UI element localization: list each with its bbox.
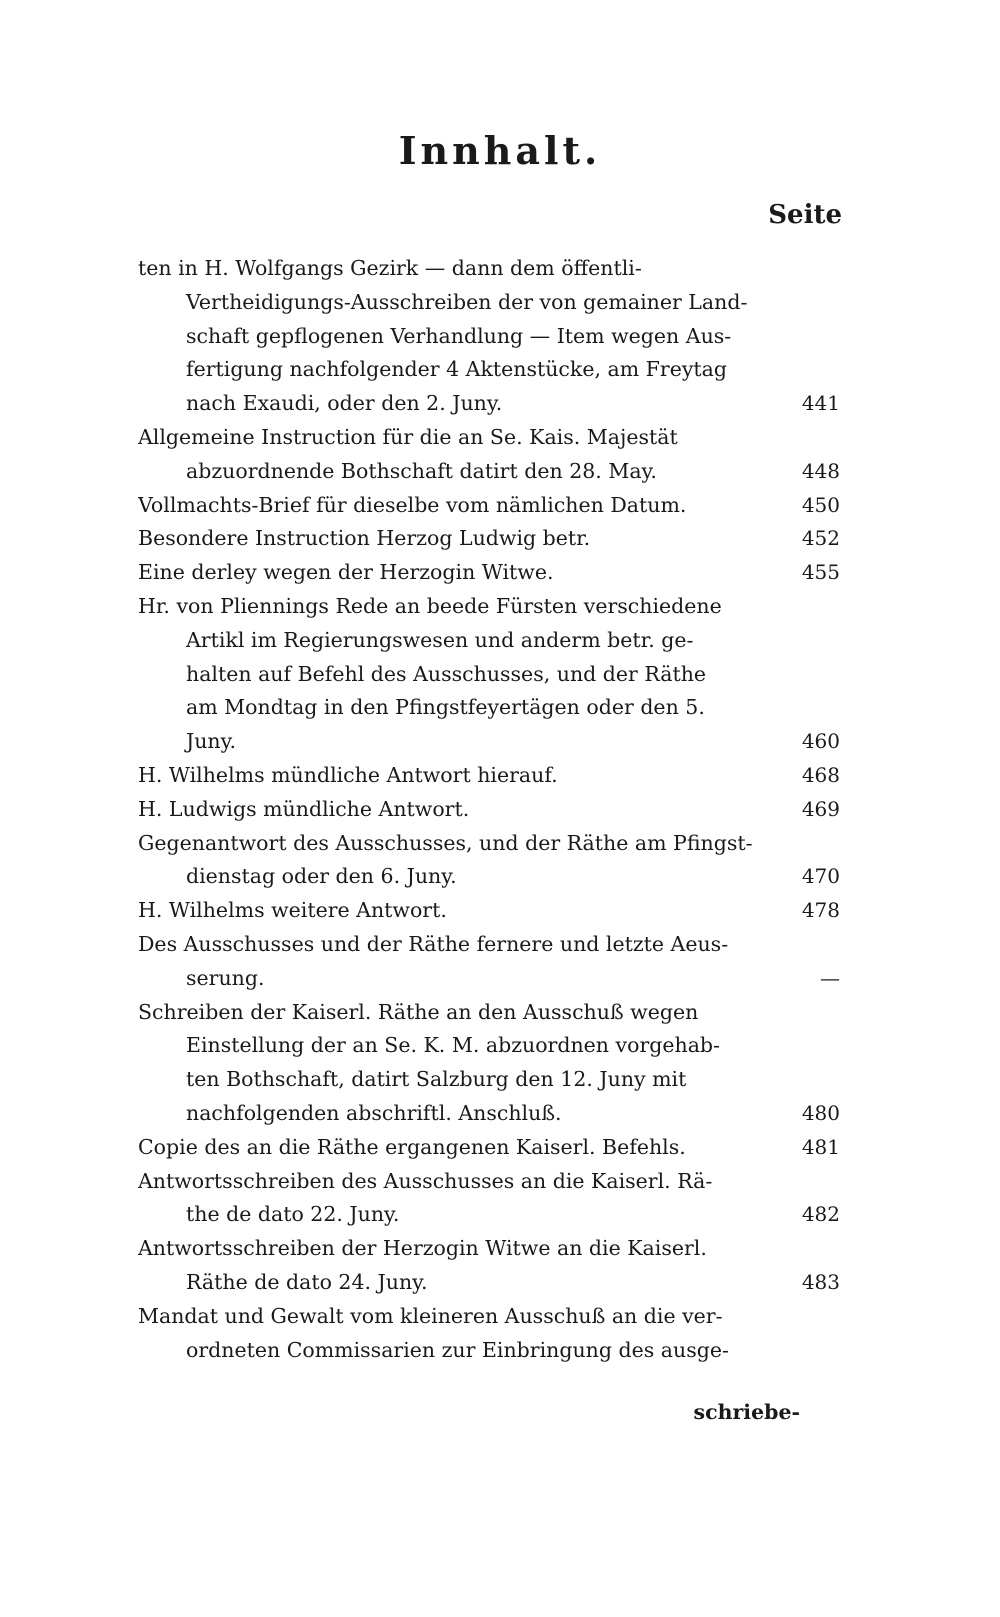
catchword: schriebe- xyxy=(693,1400,800,1424)
toc-entry-title-line: ten in H. Wolfgangs Gezirk — dann dem öffentli- xyxy=(138,256,642,280)
toc-entry xyxy=(138,928,840,996)
toc-entry-page-number: 448 xyxy=(801,458,840,483)
toc-entry xyxy=(138,827,840,895)
toc-entry-page-number: 441 xyxy=(801,391,840,416)
toc-entry-continuation-line: Räthe de dato 24. Juny. xyxy=(186,1269,428,1294)
toc-entry-title-line: Antwortsschreiben der Herzogin Witwe an die Kaiserl. xyxy=(138,1236,707,1261)
toc-entry xyxy=(138,522,840,556)
toc-entry xyxy=(138,489,840,523)
toc-entry-page-number: — xyxy=(820,965,840,990)
toc-entry-page-number: 481 xyxy=(801,1134,840,1159)
toc-entry-title-line: H. Ludwigs mündliche Antwort. xyxy=(138,796,470,821)
toc-entry xyxy=(138,894,840,928)
toc-entry-title-line: Gegenantwort des Ausschusses, und der Räthe am Pfingst- xyxy=(138,830,753,855)
toc-entry-continuation-line: am Mondtag in den Pfingstfeyertägen oder den 5. xyxy=(186,695,705,720)
page-title: Innhalt. xyxy=(398,128,602,173)
toc-entry-title-line: H. Wilhelms weitere Antwort. xyxy=(138,898,447,923)
toc-entry-title-line: Hr. von Pliennings Rede an beede Fürsten verschiedene xyxy=(138,593,722,618)
toc-entry-continuation-line: nach Exaudi, oder den 2. Juny. xyxy=(186,391,503,416)
toc-entry-page-number: 468 xyxy=(801,762,840,787)
toc-entry xyxy=(138,556,840,590)
toc-entry-page-number: 455 xyxy=(801,560,840,585)
toc-entry-title-line: Des Ausschusses und der Räthe fernere und letzte Aeus- xyxy=(138,931,729,956)
toc-entry-continuation-line: the de dato 22. Juny. xyxy=(186,1202,400,1227)
toc-entry xyxy=(138,590,840,759)
toc-entry-continuation-line: ordneten Commissarien zur Einbringung des ausge- xyxy=(186,1337,729,1362)
table-of-contents xyxy=(138,252,840,1367)
toc-entry xyxy=(138,793,840,827)
toc-entry xyxy=(138,1232,840,1300)
toc-entry-title-line: Copie des an die Räthe ergangenen Kaiserl. Befehls. xyxy=(138,1134,686,1159)
toc-entry-continuation-line: Juny. xyxy=(186,729,236,754)
toc-entry-title-line: Vollmachts-Brief für dieselbe vom nämlichen Datum. xyxy=(138,492,687,517)
toc-entry-title-line: Mandat und Gewalt vom kleineren Ausschuß an die ver- xyxy=(138,1303,723,1328)
toc-entry-continuation-line: abzuordnende Bothschaft datirt den 28. May. xyxy=(186,458,657,483)
toc-entry-title-line: Schreiben der Kaiserl. Räthe an den Ausschuß wegen xyxy=(138,999,699,1024)
page-column-header: Seite xyxy=(768,200,842,230)
toc-entry-title-line: Besondere Instruction Herzog Ludwig betr. xyxy=(138,526,591,551)
toc-entry xyxy=(138,1131,840,1165)
toc-entry-continuation-line: Einstellung der an Se. K. M. abzuordnen vorgehab- xyxy=(186,1033,720,1058)
toc-entry-page-number: 478 xyxy=(801,898,840,923)
toc-entry-page-number: 460 xyxy=(801,729,840,754)
toc-entry-page-number: 480 xyxy=(801,1100,840,1125)
toc-entry-page-number: 483 xyxy=(801,1269,840,1294)
toc-entry-page-number: 482 xyxy=(801,1202,840,1227)
toc-entry-continuation-line: nachfolgenden abschriftl. Anschluß. xyxy=(186,1100,562,1125)
toc-entry-continuation-line: halten auf Befehl des Ausschusses, und der Räthe xyxy=(186,661,707,686)
toc-entry-continuation-line: dienstag oder den 6. Juny. xyxy=(186,864,457,889)
toc-entry xyxy=(138,252,840,421)
toc-entry-title-line: Eine derley wegen der Herzogin Witwe. xyxy=(138,560,554,585)
toc-entry-page-number: 469 xyxy=(801,796,840,821)
toc-entry-title-line: Antwortsschreiben des Ausschusses an die Kaiserl. Rä- xyxy=(138,1168,713,1193)
toc-entry-continuation-line: fertigung nachfolgender 4 Aktenstücke, am Freytag xyxy=(186,357,727,382)
toc-entry xyxy=(138,1300,840,1368)
toc-entry xyxy=(138,421,840,489)
toc-entry-title-line: Allgemeine Instruction für die an Se. Kais. Majestät xyxy=(138,424,678,449)
toc-entry xyxy=(138,996,840,1131)
toc-entry-page-number: 450 xyxy=(801,492,840,517)
toc-entry-title-line: H. Wilhelms mündliche Antwort hierauf. xyxy=(138,762,558,787)
toc-entry-page-number: 452 xyxy=(801,526,840,551)
toc-entry-page-number: 470 xyxy=(801,864,840,889)
toc-entry xyxy=(138,759,840,793)
toc-entry-continuation-line: schaft gepflogenen Verhandlung — Item wegen Aus- xyxy=(186,323,732,348)
toc-entry-continuation-line: serung. xyxy=(186,965,265,990)
toc-entry xyxy=(138,1165,840,1233)
toc-entry-continuation-line: Vertheidigungs-Ausschreiben der von gemainer Land- xyxy=(186,289,748,314)
toc-entry-continuation-line: ten Bothschaft, datirt Salzburg den 12. Juny mit xyxy=(186,1067,687,1092)
toc-entry-continuation-line: Artikl im Regierungswesen und anderm betr. ge- xyxy=(186,627,694,652)
